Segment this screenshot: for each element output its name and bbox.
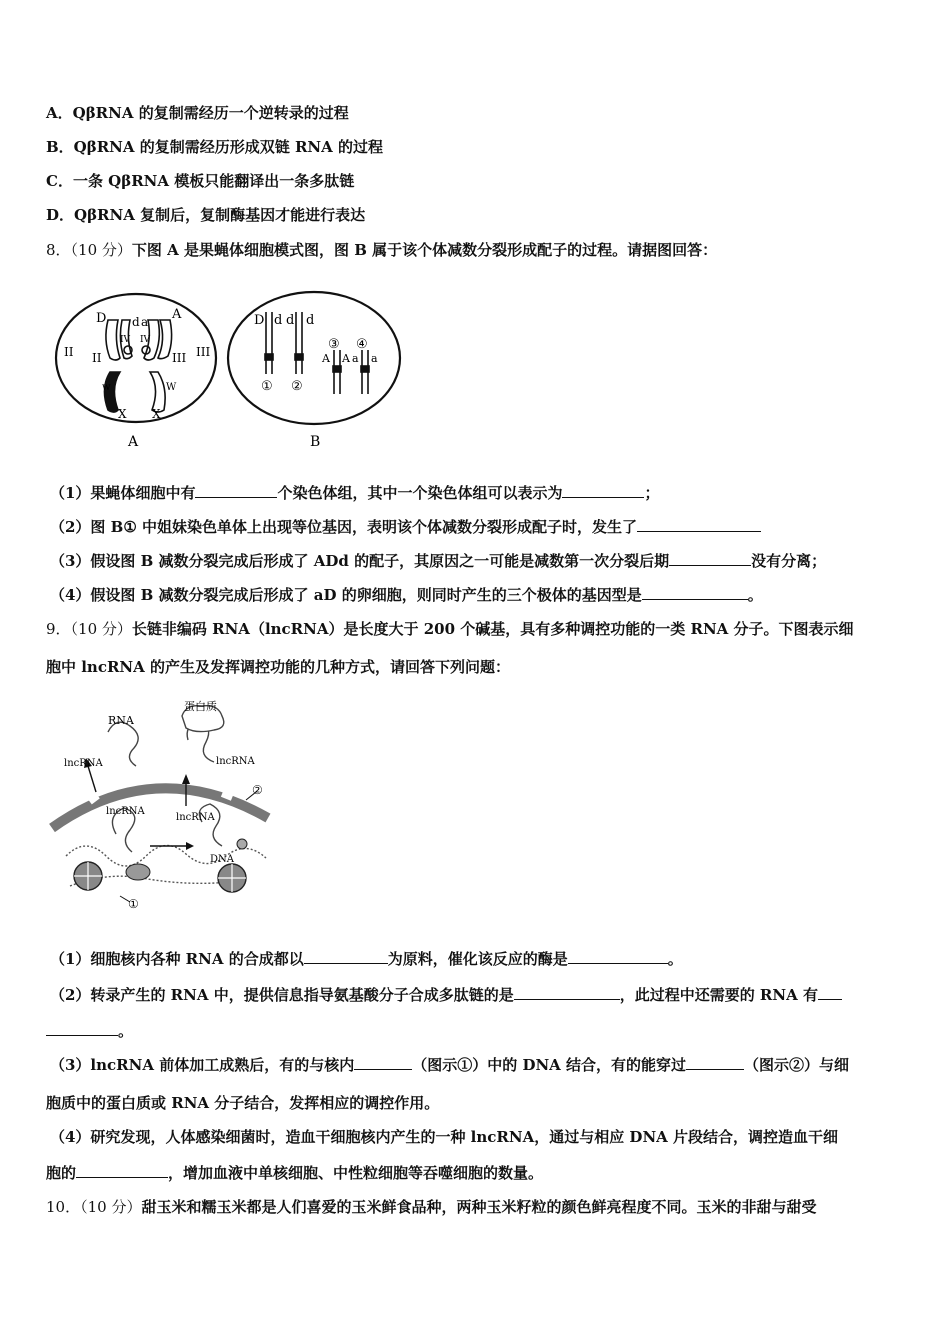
answer-blank[interactable] — [637, 517, 761, 532]
answer-blank[interactable] — [818, 985, 842, 1000]
cell-b-label-D: D — [254, 313, 265, 328]
question-number: 8．（10 分） — [46, 241, 132, 259]
q9-part-2: （2）转录产生的 RNA 中，提供信息指导氨基酸分子合成多肽链的是 ，此过程中还需要的 RNA 有 — [50, 984, 842, 1005]
cell-b-mark-3: ③ — [328, 337, 340, 352]
cell-a-label-II-inner: II — [92, 351, 102, 365]
q9-part-2-cont: 。 — [46, 1020, 133, 1041]
question-number: 10．（10 分） — [46, 1198, 142, 1216]
q9-part-1: （1）细胞核内各种 RNA 的合成都以 为原料，催化该反应的酶是 。 — [50, 950, 683, 968]
q9-part-3: （3）lncRNA 前体加工成熟后，有的与核内 （图示①）中的 DNA 结合，有的能穿过 （图示②）与细 — [50, 1056, 850, 1074]
cell-b-mark-2: ② — [291, 379, 303, 394]
cell-a-label-a: a — [141, 315, 149, 329]
option-a: A．QβRNA 的复制需经历一个逆转录的过程 — [46, 104, 349, 122]
cell-a-label-D: D — [96, 311, 107, 326]
question-number: 9．（10 分） — [46, 620, 132, 638]
label-rna: RNA — [108, 714, 134, 727]
question-9-stem-line2: 胞中 lncRNA 的产生及发挥调控功能的几种方式，请回答下列问题： — [46, 658, 510, 676]
cell-b-label-a2: a — [371, 352, 378, 365]
cell-a-outline — [56, 294, 216, 422]
cell-b-label-d2: d — [286, 313, 295, 328]
answer-blank[interactable] — [686, 1055, 744, 1070]
answer-blank[interactable] — [195, 483, 277, 498]
label-lncrna-1: lncRNA — [64, 758, 103, 769]
cell-a-label-X-right: X — [152, 407, 161, 421]
cell-a-label-w: w — [102, 382, 111, 393]
q9-part-3-cont: 胞质中的蛋白质或 RNA 分子结合，发挥相应的调控作用。 — [46, 1094, 440, 1112]
question-text: 下图 A 是果蝇体细胞模式图，图 B 属于该个体减数分裂形成配子的过程。请据图回答： — [131, 241, 718, 259]
q8-part-3: （3）假设图 B 减数分裂完成后形成了 ADd 的配子，其原因之一可能是减数第一次分裂后期 没有分离； — [50, 552, 827, 570]
option-d: D．QβRNA 复制后，复制酶基因才能进行表达 — [46, 206, 366, 224]
cell-a-label-IV-right: IV — [140, 335, 151, 345]
cell-a-label-d: d — [132, 315, 140, 329]
cell-b-label-A1: A — [322, 352, 330, 365]
cell-b-label-A2: A — [342, 352, 350, 365]
label-mark-2: ② — [252, 783, 263, 797]
cell-a-label-X-left: X — [118, 407, 127, 421]
cell-b-label-d1: d — [274, 313, 283, 328]
answer-blank[interactable] — [76, 1163, 168, 1178]
cell-a-label-A: A — [172, 307, 182, 322]
cell-b-label-a1: a — [352, 352, 359, 365]
figure-label-a: A — [128, 434, 139, 450]
answer-blank[interactable] — [354, 1055, 412, 1070]
label-lncrna-2: lncRNA — [216, 756, 255, 767]
label-dna: DNA — [210, 854, 234, 865]
answer-blank[interactable] — [514, 985, 620, 1000]
label-lncrna-4: lncRNA — [176, 812, 215, 823]
q8-part-4: （4）假设图 B 减数分裂完成后形成了 aD 的卵细胞，则同时产生的三个极体的基因型是 。 — [50, 586, 763, 604]
question-9-stem-line1: 9．（10 分）长链非编码 RNA（lncRNA）是长度大于 200 个碱基，具有多种调控功能的一类 RNA 分子。下图表示细 — [46, 620, 854, 638]
label-mark-1: ① — [128, 897, 139, 911]
answer-blank[interactable] — [642, 585, 748, 600]
cell-b-mark-4: ④ — [356, 337, 368, 352]
question-10-stem: 10．（10 分）甜玉米和糯玉米都是人们喜爱的玉米鲜食品种，两种玉米籽粒的颜色鲜亮程度不同。玉米的非甜与甜受 — [46, 1198, 817, 1216]
q8-part-2: （2）图 B① 中姐妹染色单体上出现等位基因，表明该个体减数分裂形成配子时，发生了 — [50, 516, 761, 537]
option-b: B．QβRNA 的复制需经历形成双链 RNA 的过程 — [46, 138, 384, 156]
q9-part-4-cont: 胞的 ，增加血液中单核细胞、中性粒细胞等吞噬细胞的数量。 — [46, 1164, 544, 1182]
label-lncrna-3: lncRNA — [106, 806, 145, 817]
question-8-stem — [46, 239, 717, 260]
cell-a-label-W: W — [166, 382, 177, 393]
cell-a-label-IV-left: IV — [120, 335, 131, 345]
figure-label-b: B — [310, 434, 321, 450]
figure-lncrna — [46, 696, 286, 916]
cell-a-label-II-left: II — [64, 345, 74, 359]
label-protein: 蛋白质 — [184, 700, 217, 713]
answer-blank[interactable] — [568, 949, 668, 964]
q8-part-1: （1）果蝇体细胞中有 个染色体组，其中一个染色体组可以表示为 ； — [50, 484, 660, 502]
q9-part-4: （4）研究发现，人体感染细菌时，造血干细胞核内产生的一种 lncRNA，通过与相应 DNA 片段结合，调控造血干细 — [50, 1128, 839, 1146]
answer-blank[interactable] — [304, 949, 388, 964]
answer-blank[interactable] — [562, 483, 644, 498]
cell-a-label-III-inner: III — [172, 351, 187, 365]
cell-b-mark-1: ① — [261, 379, 273, 394]
option-c: C．一条 QβRNA 模板只能翻译出一条多肽链 — [46, 172, 355, 190]
cell-b-label-d3: d — [306, 313, 315, 328]
figure-q8-cells — [48, 290, 408, 460]
answer-blank[interactable] — [46, 1021, 118, 1036]
answer-blank[interactable] — [669, 551, 751, 566]
cell-a-label-III-right: III — [196, 345, 211, 359]
